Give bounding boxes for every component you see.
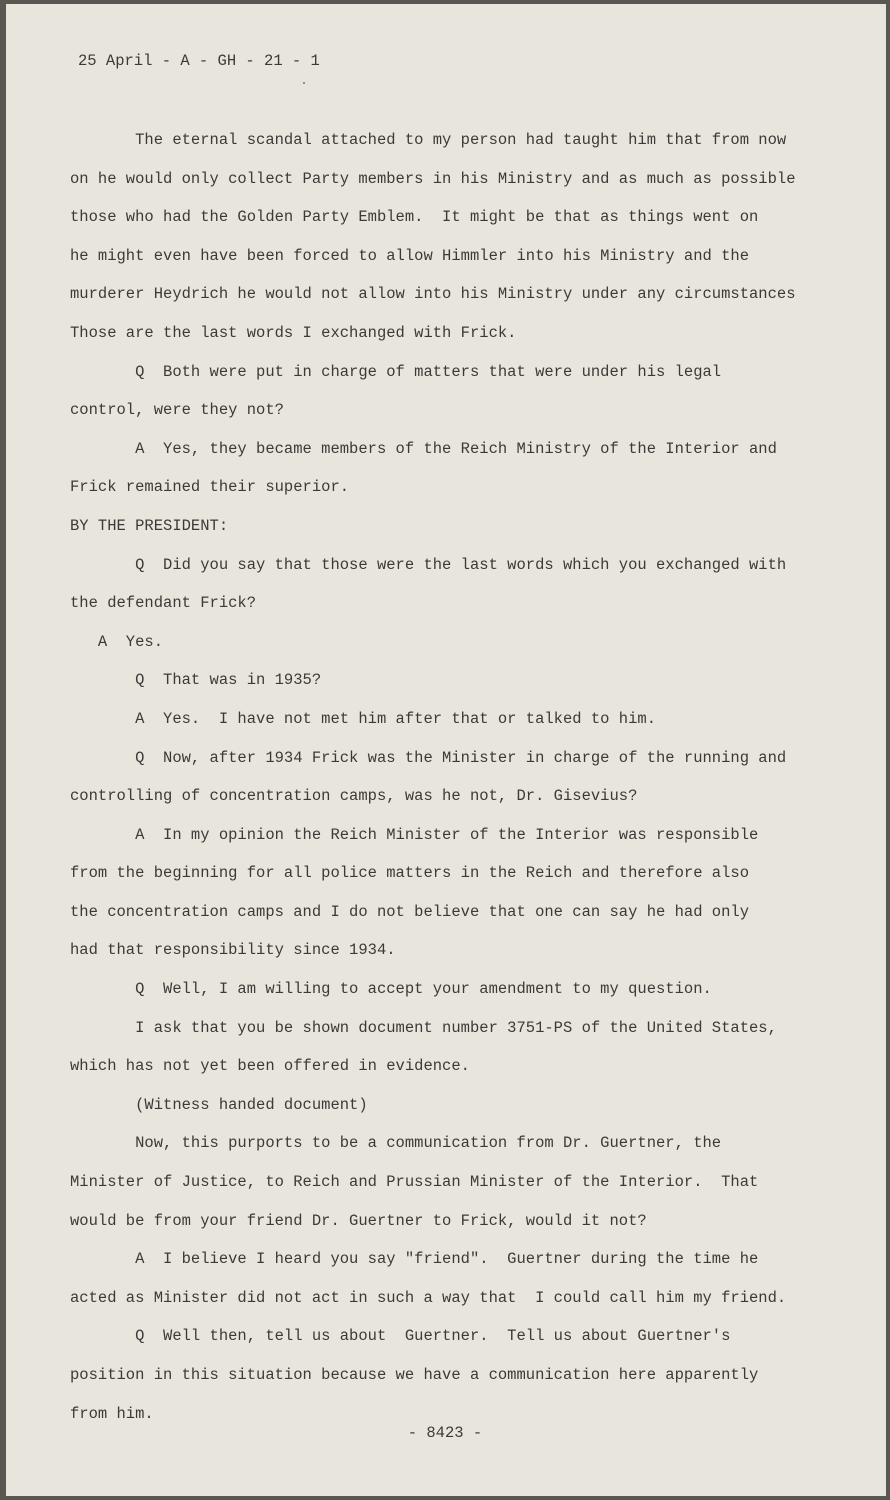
- text-line: the concentration camps and I do not believe that one can say he had only: [70, 902, 750, 921]
- text-line: from him.: [70, 1404, 154, 1423]
- page-header: 25 April - A - GH - 21 - 1: [78, 52, 320, 70]
- text-line: would be from your friend Dr. Guertner to Frick, would it not?: [70, 1211, 647, 1230]
- text-line: Q That was in 1935?: [70, 671, 322, 690]
- text-line: A Yes, they became members of the Reich Ministry of the Interior and: [70, 439, 777, 458]
- text-line: which has not yet been offered in evidence.: [70, 1057, 470, 1076]
- text-line: A I believe I heard you say "friend". Guertner during the time he: [70, 1250, 759, 1269]
- text-line: Those are the last words I exchanged with Frick.: [70, 323, 517, 342]
- text-line: he might even have been forced to allow Himmler into his Ministry and the: [70, 246, 750, 265]
- text-line: Now, this purports to be a communication from Dr. Guertner, the: [70, 1134, 722, 1153]
- text-line: Minister of Justice, to Reich and Prussian Minister of the Interior. That: [70, 1173, 759, 1192]
- text-line: from the beginning for all police matters in the Reich and therefore also: [70, 864, 750, 883]
- text-line: A In my opinion the Reich Minister of the Interior was responsible: [70, 825, 759, 844]
- text-line: A Yes. I have not met him after that or talked to him.: [70, 709, 656, 728]
- text-line: position in this situation because we have a communication here apparently: [70, 1366, 759, 1384]
- text-line: Q Well, I am willing to accept your amendment to my question.: [70, 980, 712, 999]
- scan-edge-right: [886, 0, 890, 1500]
- text-line: had that responsibility since 1934.: [70, 941, 396, 960]
- text-line: acted as Minister did not act in such a way that I could call him my friend.: [70, 1288, 787, 1307]
- text-line: Q Did you say that those were the last words which you exchanged with: [70, 555, 787, 574]
- text-line: (Witness handed document): [70, 1095, 368, 1114]
- scan-edge-left: [0, 0, 6, 1500]
- page-number: - 8423 -: [407, 1424, 483, 1442]
- text-line: control, were they not?: [70, 401, 284, 420]
- text-line: Q Now, after 1934 Frick was the Minister in charge of the running and: [70, 748, 787, 767]
- text-line: those who had the Golden Party Emblem. It might be that as things went on: [70, 208, 759, 227]
- text-line: I ask that you be shown document number 3751-PS of the United States,: [70, 1018, 777, 1037]
- text-line: murderer Heydrich he would not allow into his Ministry under any circumstances: [70, 285, 796, 304]
- speaker-heading: BY THE PRESIDENT:: [70, 516, 229, 535]
- scan-edge-top: [0, 0, 890, 4]
- transcript-body: [70, 121, 840, 1433]
- text-line: Q Well then, tell us about Guertner. Tell us about Guertner's: [70, 1327, 731, 1346]
- ink-dot: [303, 82, 305, 84]
- text-line: Q Both were put in charge of matters that were under his legal: [70, 362, 722, 381]
- text-line: the defendant Frick?: [70, 594, 257, 613]
- text-line: A Yes.: [70, 632, 164, 651]
- text-line: on he would only collect Party members in his Ministry and as much as possible: [70, 169, 796, 188]
- text-line: Frick remained their superior.: [70, 478, 350, 497]
- scan-edge-bottom: [0, 1496, 890, 1500]
- text-line: The eternal scandal attached to my person had taught him that from now: [70, 131, 787, 149]
- text-line: controlling of concentration camps, was he not, Dr. Gisevius?: [70, 787, 638, 806]
